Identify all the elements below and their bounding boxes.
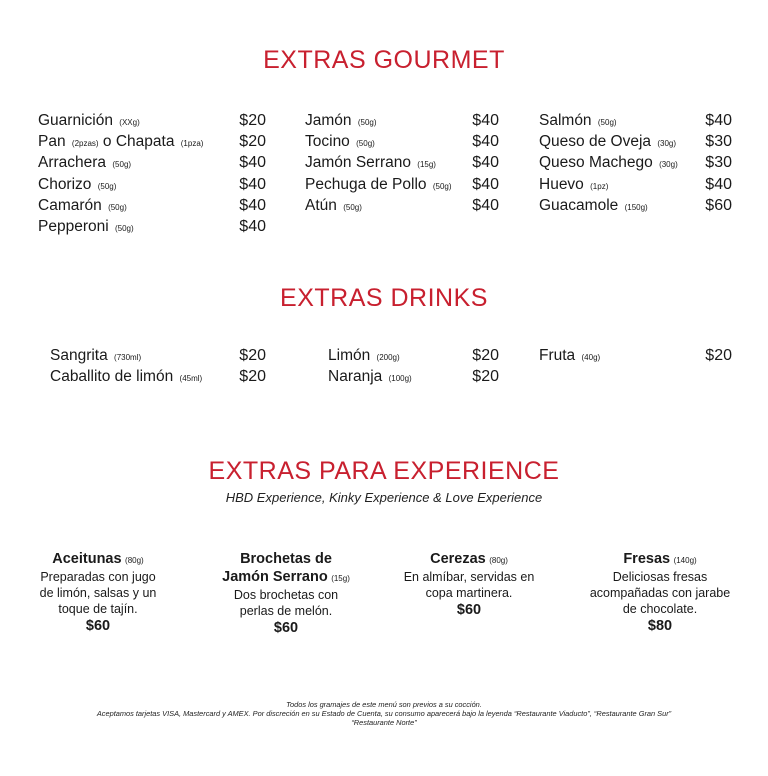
experience-item-price: $60	[85, 618, 111, 634]
item-price: $40	[239, 154, 266, 172]
item-price: $40	[472, 154, 499, 172]
item-name: Naranja	[328, 368, 383, 386]
experience-item-name: Jamón Serrano	[222, 569, 328, 585]
item-quantity: (100g)	[388, 374, 412, 384]
menu-item	[539, 111, 732, 132]
item-name: Camarón	[38, 196, 102, 214]
experience-item-desc: toque de tajín.	[58, 602, 138, 616]
experience-item-price: $80	[647, 618, 673, 634]
experience-item-desc: copa martinera.	[425, 586, 513, 600]
item-name: Limón	[328, 347, 371, 364]
footer-notes	[0, 700, 768, 727]
item-name: Salmón	[539, 112, 592, 129]
menu-item	[539, 196, 732, 217]
item-name: Pechuga de Pollo	[305, 175, 427, 193]
item-name: Queso Machego	[539, 154, 653, 172]
menu-item	[50, 346, 266, 367]
item-quantity: (50g)	[597, 118, 617, 127]
experience-item-name-line1: Brochetas de	[240, 551, 332, 567]
experience-item-cerezas	[381, 550, 557, 619]
experience-item-quantity: (140g)	[673, 556, 697, 565]
item-quantity: (30g)	[659, 160, 678, 170]
item-price: $20	[472, 368, 499, 386]
item-price: $40	[239, 218, 266, 236]
gourmet-column-3	[539, 111, 732, 217]
item-name: Guacamole	[539, 196, 619, 214]
item-price: $30	[705, 133, 732, 151]
item-quantity: (200g)	[376, 353, 400, 362]
footer-line: Todos los gramajes de este menú son previos a su cocción.	[286, 700, 482, 709]
gourmet-title: EXTRAS GOURMET	[263, 46, 505, 74]
footer-line: “Restaurante Norte”	[351, 718, 417, 727]
experience-item-desc: de chocolate.	[622, 602, 698, 616]
menu-item	[38, 175, 266, 196]
item-quantity: (45ml)	[179, 374, 203, 384]
footer-line: Aceptamos tarjetas VISA, Mastercard y AMEX. Por discreción en su Estado de Cuenta, su consumo aparecerá bajo la leyenda “Restaurante Viaducto”, “Restaurante Gran Sur”	[96, 709, 672, 718]
item-price: $40	[472, 175, 499, 193]
experience-title: EXTRAS PARA EXPERIENCE	[208, 457, 560, 485]
item-price: $20	[705, 347, 732, 364]
item-price: $20	[239, 347, 266, 364]
menu-item	[38, 153, 266, 174]
item-name: Jamón	[305, 112, 352, 129]
item-quantity: (50g)	[357, 118, 377, 127]
menu-item	[305, 196, 499, 217]
item-price: $40	[239, 175, 266, 193]
item-name: Pan	[38, 133, 66, 151]
item-name: Tocino	[305, 133, 350, 151]
item-quantity: (150g)	[624, 202, 648, 212]
experience-item-quantity: (15g)	[331, 574, 350, 583]
item-name: Chorizo	[38, 175, 92, 193]
item-quantity: (30g)	[657, 139, 677, 149]
menu-item	[328, 367, 499, 388]
item-name: Huevo	[539, 175, 584, 193]
item-price: $40	[705, 112, 732, 129]
item-price: $20	[239, 133, 266, 151]
menu-item	[305, 175, 499, 196]
item-price: $20	[239, 112, 266, 129]
drinks-title: EXTRAS DRINKS	[280, 284, 488, 312]
menu-item	[38, 217, 266, 238]
item-quantity: (40g)	[581, 353, 601, 362]
item-quantity: (50g)	[432, 181, 452, 191]
menu-item	[305, 153, 499, 174]
item-price: $60	[705, 196, 732, 214]
item-quantity-alt: (1pza)	[180, 139, 204, 149]
item-name: Pepperoni	[38, 218, 109, 236]
item-name: Arrachera	[38, 154, 107, 172]
menu-item	[539, 132, 732, 153]
drinks-column-2	[328, 346, 499, 388]
item-price: $20	[239, 368, 266, 386]
drinks-column-3	[539, 346, 732, 367]
experience-item-quantity: (80g)	[489, 556, 508, 565]
item-quantity: (50g)	[112, 160, 132, 170]
menu-item	[305, 132, 499, 153]
experience-item-desc: Preparadas con jugo	[40, 570, 156, 584]
experience-item-desc: En almíbar, servidas en	[403, 570, 535, 584]
menu-item	[305, 111, 499, 132]
menu-item	[50, 367, 266, 388]
item-quantity: (1pz)	[590, 181, 609, 191]
experience-item-desc: acompañadas con jarabe	[589, 586, 731, 600]
item-quantity: (15g)	[417, 160, 436, 170]
item-price: $40	[472, 133, 499, 151]
item-name: Fruta	[539, 347, 576, 364]
item-price: $40	[472, 196, 499, 214]
item-quantity: (50g)	[356, 139, 375, 149]
gourmet-column-1	[38, 111, 266, 238]
experience-item-name: Aceitunas	[52, 551, 122, 567]
item-quantity: (50g)	[97, 181, 117, 191]
gourmet-column-2	[305, 111, 499, 217]
item-price: $40	[705, 175, 732, 193]
experience-item-price: $60	[273, 620, 299, 636]
experience-subtitle: HBD Experience, Kinky Experience & Love Experience	[225, 490, 543, 505]
item-quantity: (50g)	[114, 224, 134, 234]
item-name: Guarnición	[38, 112, 113, 129]
item-name: Queso de Oveja	[539, 133, 652, 151]
item-name: Jamón Serrano	[305, 154, 411, 172]
drinks-column-1	[50, 346, 266, 388]
experience-item-name: Cerezas	[430, 551, 486, 567]
experience-item-fresas	[572, 550, 748, 635]
menu-item	[539, 153, 732, 174]
menu-item	[539, 346, 732, 367]
item-price: $40	[239, 196, 266, 214]
item-name-alt: o Chapata	[102, 133, 175, 151]
experience-item-aceitunas	[10, 550, 186, 635]
experience-item-desc: Deliciosas fresas	[612, 570, 708, 584]
item-price: $20	[472, 347, 499, 364]
menu-item	[539, 175, 732, 196]
experience-item-desc: Dos brochetas con	[233, 588, 339, 602]
experience-item-quantity: (80g)	[125, 556, 144, 565]
item-name: Atún	[305, 196, 337, 214]
item-quantity: (50g)	[343, 202, 362, 212]
experience-item-desc: de limón, salsas y un	[39, 586, 157, 600]
item-price: $30	[705, 154, 732, 172]
menu-item	[38, 132, 266, 153]
item-price: $40	[472, 112, 499, 129]
item-name: Sangrita	[50, 347, 108, 364]
experience-item-brochetas	[198, 550, 374, 637]
item-quantity: (2pzas)	[71, 139, 99, 149]
experience-item-name: Fresas	[623, 551, 671, 567]
experience-item-price: $60	[456, 602, 482, 618]
experience-item-desc: perlas de melón.	[239, 604, 333, 618]
item-quantity: (730ml)	[114, 353, 142, 362]
menu-item	[328, 346, 499, 367]
menu-item	[38, 111, 266, 132]
menu-item	[38, 196, 266, 217]
item-quantity: (XXg)	[119, 118, 140, 127]
item-name: Caballito de limón	[50, 368, 174, 386]
item-quantity: (50g)	[108, 202, 127, 212]
